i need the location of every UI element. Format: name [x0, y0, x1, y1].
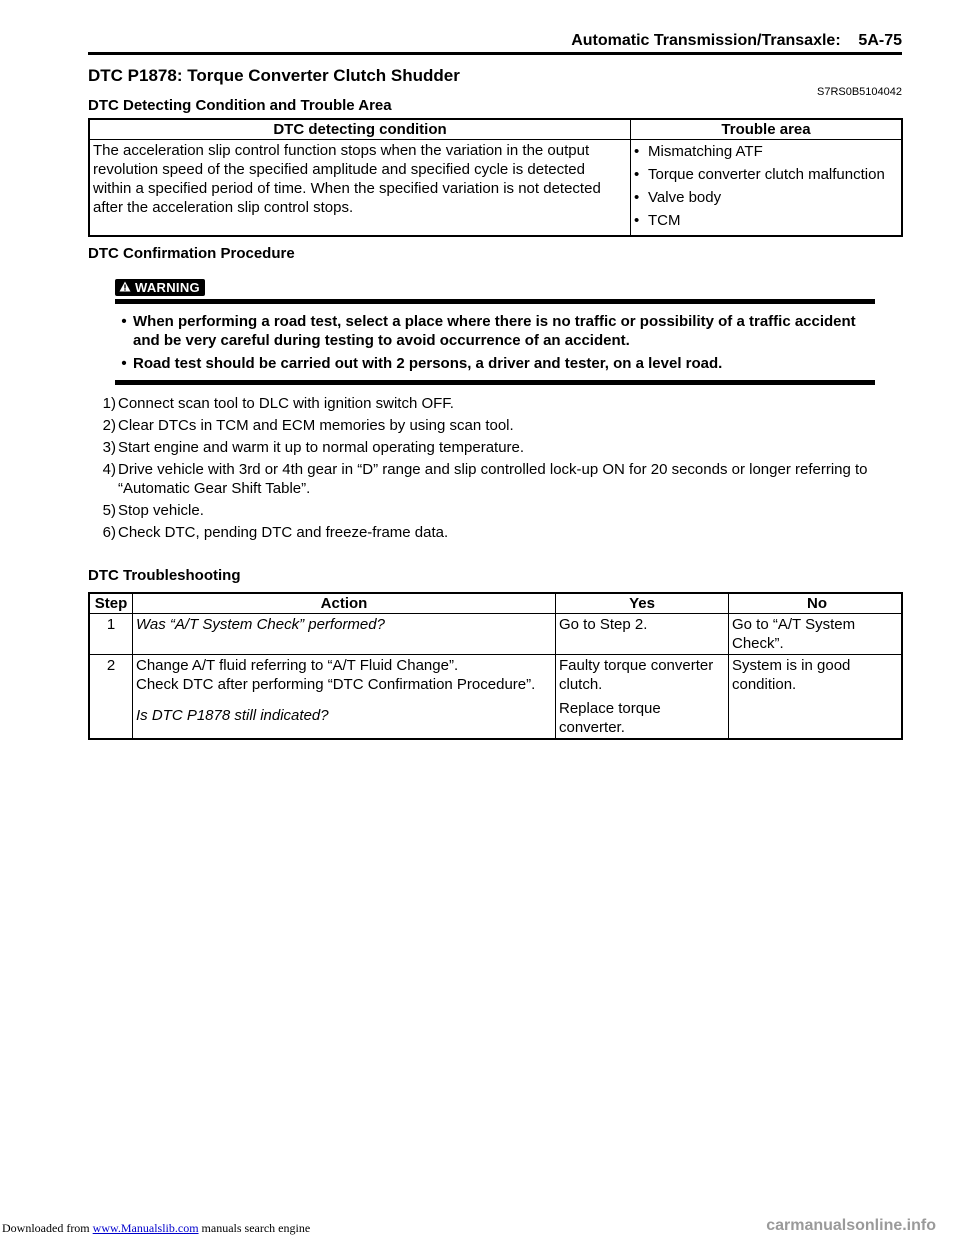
procedure-step: 2) Clear DTCs in TCM and ECM memories by using scan tool. [102, 417, 514, 434]
warning-item: • When performing a road test, select a place where there is no traffic or possibility of a traffic accident and be very careful during testing to avoid occurrence of an accident. [121, 313, 856, 349]
col-no: No [729, 593, 903, 614]
section-title: DTC P1878: Torque Converter Clutch Shudder [88, 66, 460, 85]
no-cell: Go to “A/T System Check”. [729, 614, 903, 655]
procedure-step: 5) Stop vehicle. [102, 502, 204, 519]
list-item: • Valve body [634, 189, 722, 206]
col-yes: Yes [556, 593, 729, 614]
warning-item: • Road test should be carried out with 2 persons, a driver and tester, on a level road. [121, 355, 723, 372]
no-cell: System is in good condition. [729, 655, 903, 740]
col-action: Action [133, 593, 556, 614]
procedure-step: 6) Check DTC, pending DTC and freeze-frame data. [102, 524, 449, 541]
detect-col-condition: DTC detecting condition [89, 119, 631, 140]
col-step: Step [89, 593, 133, 614]
list-item: • TCM [634, 212, 681, 229]
table-row [89, 614, 902, 655]
detect-area-cell [631, 140, 903, 237]
trouble-table [88, 592, 903, 740]
procedure-step: 1) Connect scan tool to DLC with ignition switch OFF. [102, 395, 454, 412]
procedure-step: 4) Drive vehicle with 3rd or 4th gear in “D” range and slip controlled lock-up ON for 20 seconds or longer referring to “Automatic Gear Shift Table”. [102, 461, 868, 497]
warning-top-bar [115, 299, 875, 304]
warning-triangle-icon [119, 280, 131, 295]
list-item: • Mismatching ATF [634, 143, 763, 160]
document-id: S7RS0B5104042 [816, 86, 902, 98]
detect-col-area: Trouble area [631, 119, 903, 140]
step-number: 2 [89, 655, 133, 740]
confirm-heading: DTC Confirmation Procedure [88, 245, 295, 262]
yes-cell: Faulty torque converter clutch. Replace torque converter. [556, 655, 729, 740]
detect-table [88, 118, 903, 237]
manualslib-link[interactable]: www.Manualslib.com [92, 1221, 199, 1235]
page-header-title: Automatic Transmission/Transaxle: 5A-75 [571, 32, 902, 49]
header-rule [88, 52, 902, 55]
trouble-heading: DTC Troubleshooting [88, 567, 241, 584]
warning-badge [115, 279, 205, 296]
step-number: 1 [89, 614, 133, 655]
list-item: • Torque converter clutch malfunction [634, 166, 885, 183]
download-footer: Downloaded from www.Manualslib.com manuals search engine [2, 1221, 311, 1235]
action-cell: Was “A/T System Check” performed? [133, 614, 556, 655]
table-row [89, 655, 902, 740]
procedure-step: 3) Start engine and warm it up to normal operating temperature. [102, 439, 525, 456]
yes-cell: Go to Step 2. [556, 614, 729, 655]
procedure-steps [98, 394, 903, 545]
detect-condition-cell: The acceleration slip control function stops when the variation in the output revolution speed of the specified amplitude and specified cycle is detected within a specified period of time. When the specified variation is not detected after the acceleration slip control stops. [89, 140, 631, 237]
action-cell: Change A/T fluid referring to “A/T Fluid Change”. Check DTC after performing “DTC Confirmation Procedure”. Is DTC P1878 still indicated? [133, 655, 556, 740]
warning-list [115, 312, 875, 377]
watermark: carmanualsonline.info [766, 1217, 936, 1234]
warning-bottom-bar [115, 380, 875, 385]
detect-heading: DTC Detecting Condition and Trouble Area [88, 97, 392, 114]
warning-label: WARNING [135, 280, 200, 295]
